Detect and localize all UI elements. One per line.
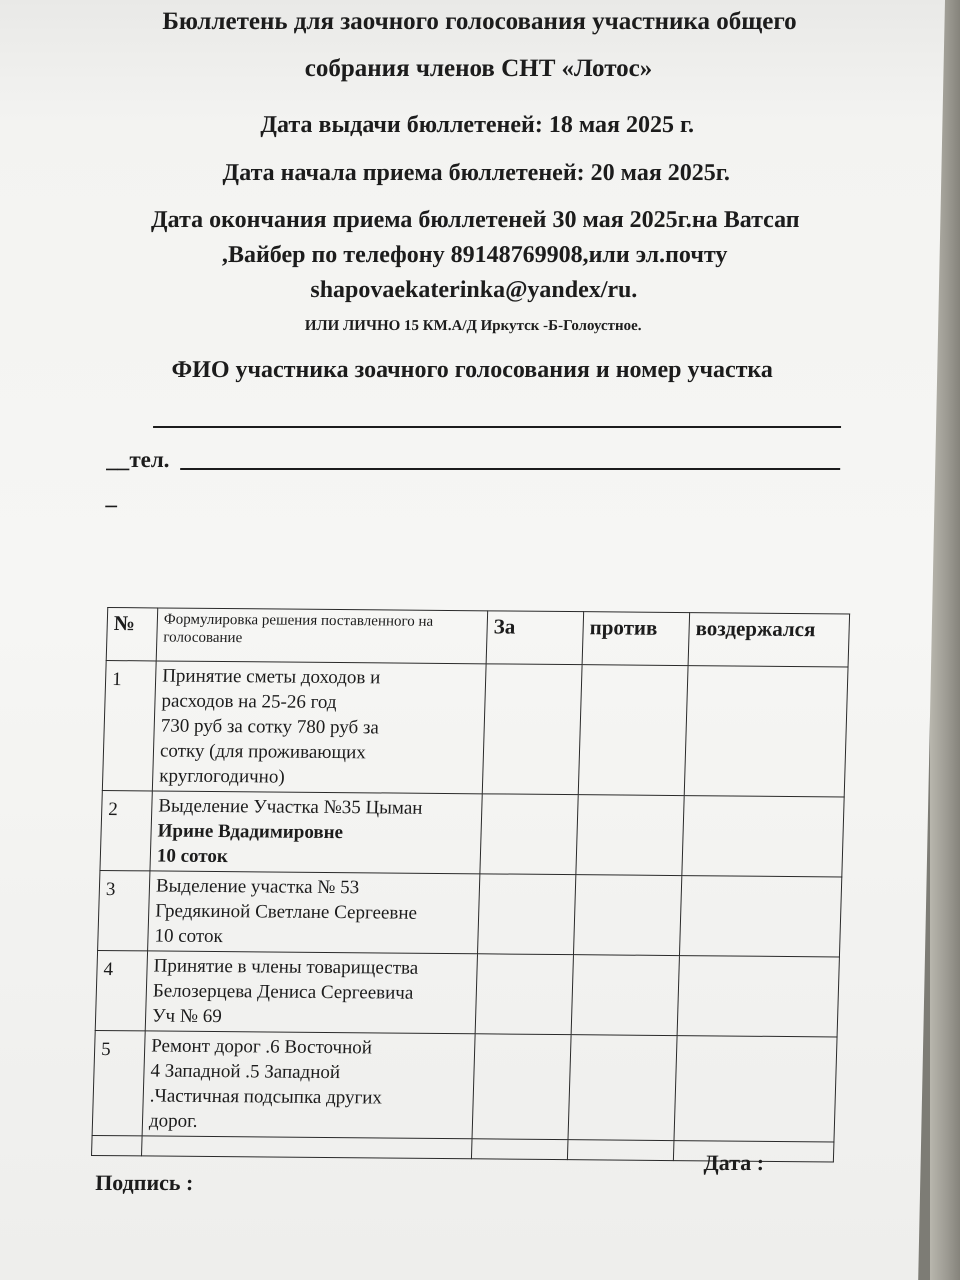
wording-line: Принятие сметы доходов и xyxy=(161,665,381,689)
col-header-for: За xyxy=(486,611,584,665)
tel-fill-line[interactable] xyxy=(180,468,840,470)
wording-line: Ирине Вдадимировне xyxy=(157,820,344,844)
row-number: 1 xyxy=(102,661,156,791)
col-header-wording: Формулировка решения поставленного на голосование xyxy=(156,608,487,664)
col-header-against: против xyxy=(582,612,690,666)
vote-abstain-cell[interactable] xyxy=(679,876,841,957)
ballot-title-line-2: собрания членов СНТ «Лотос» xyxy=(304,55,653,82)
wording-line: Ремонт дорог .6 Восточной xyxy=(150,1035,373,1059)
end-date-line-2: ,Вайбер по телефону 89148769908,или эл.почту xyxy=(221,242,728,268)
empty-cell[interactable] xyxy=(567,1140,674,1161)
wording-line: Гредякиной Светлане Сергеевне xyxy=(154,900,418,924)
wording-line: Выделение участка № 53 xyxy=(155,875,360,899)
fio-label: ФИО участника зоачного голосования и номер участка xyxy=(171,357,774,383)
empty-cell[interactable] xyxy=(471,1139,568,1160)
wording-line: расходов на 25-26 год xyxy=(161,690,337,714)
wording-line: 10 соток xyxy=(156,845,229,868)
wording-line: Принятие в члены товарищества xyxy=(153,955,419,979)
table-row xyxy=(102,661,848,797)
row-number: 2 xyxy=(100,790,152,870)
wording-line: .Частичная подсыпка других xyxy=(149,1085,383,1109)
fio-fill-line[interactable] xyxy=(153,426,841,428)
wording-line: Уч № 69 xyxy=(151,1005,223,1028)
vote-against-cell[interactable] xyxy=(576,795,684,876)
vote-for-cell[interactable] xyxy=(482,664,582,795)
col-header-num: № xyxy=(106,608,158,661)
voting-table xyxy=(91,607,850,1162)
vote-abstain-cell[interactable] xyxy=(674,1036,837,1142)
wording-line: 10 соток xyxy=(154,925,224,948)
in-person-address: ИЛИ ЛИЧНО 15 КМ.А/Д Иркутск -Б-Голоустное. xyxy=(304,318,642,334)
issue-date: Дата выдачи бюллетеней: 18 мая 2025 г. xyxy=(260,112,695,138)
empty-cell xyxy=(141,1136,472,1159)
vote-against-cell[interactable] xyxy=(573,875,681,956)
wording-line: круглогодично) xyxy=(158,765,286,788)
row-wording xyxy=(142,1031,475,1139)
row-wording xyxy=(150,791,482,874)
table-row xyxy=(98,870,842,956)
vote-for-cell[interactable] xyxy=(478,874,576,955)
wording-line: сотку (для проживающих xyxy=(159,740,367,764)
vote-abstain-cell[interactable] xyxy=(684,666,848,797)
row-wording xyxy=(152,661,486,794)
vote-for-cell[interactable] xyxy=(472,1034,571,1140)
row-wording xyxy=(148,871,480,954)
wording-line: Выделение Участка №35 Цыман xyxy=(158,795,423,819)
vote-against-cell[interactable] xyxy=(571,955,679,1036)
wording-line: 4 Западной .5 Западной xyxy=(150,1060,341,1084)
empty-cell xyxy=(92,1135,143,1155)
row-number: 5 xyxy=(92,1030,145,1135)
tel-label: __тел. xyxy=(106,447,170,472)
vote-for-cell[interactable] xyxy=(475,954,573,1035)
vote-abstain-cell[interactable] xyxy=(682,796,844,877)
table-row xyxy=(100,790,844,876)
start-date: Дата начала приема бюллетеней: 20 мая 2025г. xyxy=(222,160,731,186)
table-row xyxy=(92,1030,837,1141)
table-header-row xyxy=(106,608,849,667)
vote-against-cell[interactable] xyxy=(568,1035,677,1141)
end-date-line-1: Дата окончания приема бюллетеней 30 мая 2025г.на Ватсап xyxy=(150,207,800,233)
tail-mark: _ xyxy=(105,484,118,509)
row-wording xyxy=(145,951,477,1034)
vote-for-cell[interactable] xyxy=(480,794,578,875)
col-header-abstain: воздержался xyxy=(688,613,850,667)
wording-line: Белозерцева Дениса Сергеевича xyxy=(152,980,414,1004)
contact-email: shapovaekaterinka@yandex/ru. xyxy=(310,277,638,303)
row-number: 4 xyxy=(95,950,147,1030)
vote-against-cell[interactable] xyxy=(578,665,688,796)
table-row xyxy=(95,950,839,1036)
ballot-title-line-1: Бюллетень для заочного голосования участника общего xyxy=(162,8,797,35)
signature-label: Подпись : xyxy=(94,1170,194,1195)
row-number: 3 xyxy=(98,870,150,950)
wording-line: 730 руб за сотку 780 руб за xyxy=(160,715,380,739)
wording-line: дорог. xyxy=(148,1110,198,1132)
date-label: Дата : xyxy=(703,1150,765,1175)
vote-abstain-cell[interactable] xyxy=(677,956,839,1037)
